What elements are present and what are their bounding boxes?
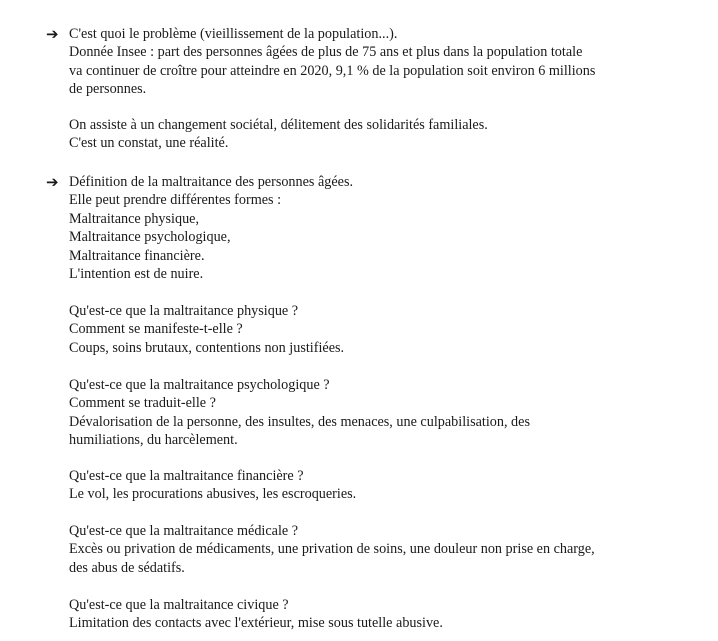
text-line: humiliations, du harcèlement. [69,432,238,449]
paragraph-financial-abuse [69,467,679,504]
text-line: L'intention est de nuire. [69,266,204,283]
text-line: Coups, soins brutaux, contentions non justifiées. [69,339,345,356]
text-line: Comment se traduit-elle ? [69,395,216,412]
paragraph-physical-abuse [69,302,679,357]
paragraph-medical-abuse [69,522,679,577]
text-line: Qu'est-ce que la maltraitance physique ? [69,303,299,319]
section-definition [69,173,679,283]
right-arrow-icon: ➔ [46,25,59,43]
text-line: C'est quoi le problème (vieillissement de la population...). [69,26,398,42]
text-line: Maltraitance physique, [69,210,200,227]
section-problem [69,25,679,99]
text-line: Elle peut prendre différentes formes : [69,192,282,209]
paragraph-civic-abuse [69,596,679,633]
text-line: Maltraitance financière. [69,247,205,264]
text-line: On assiste à un changement sociétal, délitement des solidarités familiales. [69,117,488,133]
text-line: C'est un constat, une réalité. [69,135,229,152]
text-line: Dévalorisation de la personne, des insultes, des menaces, une culpabilisation, des [69,413,530,430]
text-line: Donnée Insee : part des personnes âgées de plus de 75 ans et plus dans la population totale [69,44,583,61]
text-line: des abus de sédatifs. [69,559,185,576]
text-line: va continuer de croître pour atteindre en 2020, 9,1 % de la population soit environ 6 millions [69,62,596,79]
text-line: Maltraitance psychologique, [69,229,231,246]
text-line: Qu'est-ce que la maltraitance civique ? [69,597,289,613]
paragraph-societal-change [69,116,679,153]
text-line: Qu'est-ce que la maltraitance psychologique ? [69,377,330,393]
text-line: Qu'est-ce que la maltraitance médicale ? [69,523,299,539]
right-arrow-icon: ➔ [46,173,59,191]
text-line: Qu'est-ce que la maltraitance financière ? [69,468,304,484]
text-line: Le vol, les procurations abusives, les escroqueries. [69,486,357,503]
text-line: de personnes. [69,81,147,98]
text-line: Comment se manifeste-t-elle ? [69,321,243,338]
text-line: Limitation des contacts avec l'extérieur, mise sous tutelle abusive. [69,615,443,632]
text-line: Définition de la maltraitance des personnes âgées. [69,174,354,190]
paragraph-psychological-abuse [69,376,679,450]
text-line: Excès ou privation de médicaments, une privation de soins, une douleur non prise en charge, [69,541,595,558]
